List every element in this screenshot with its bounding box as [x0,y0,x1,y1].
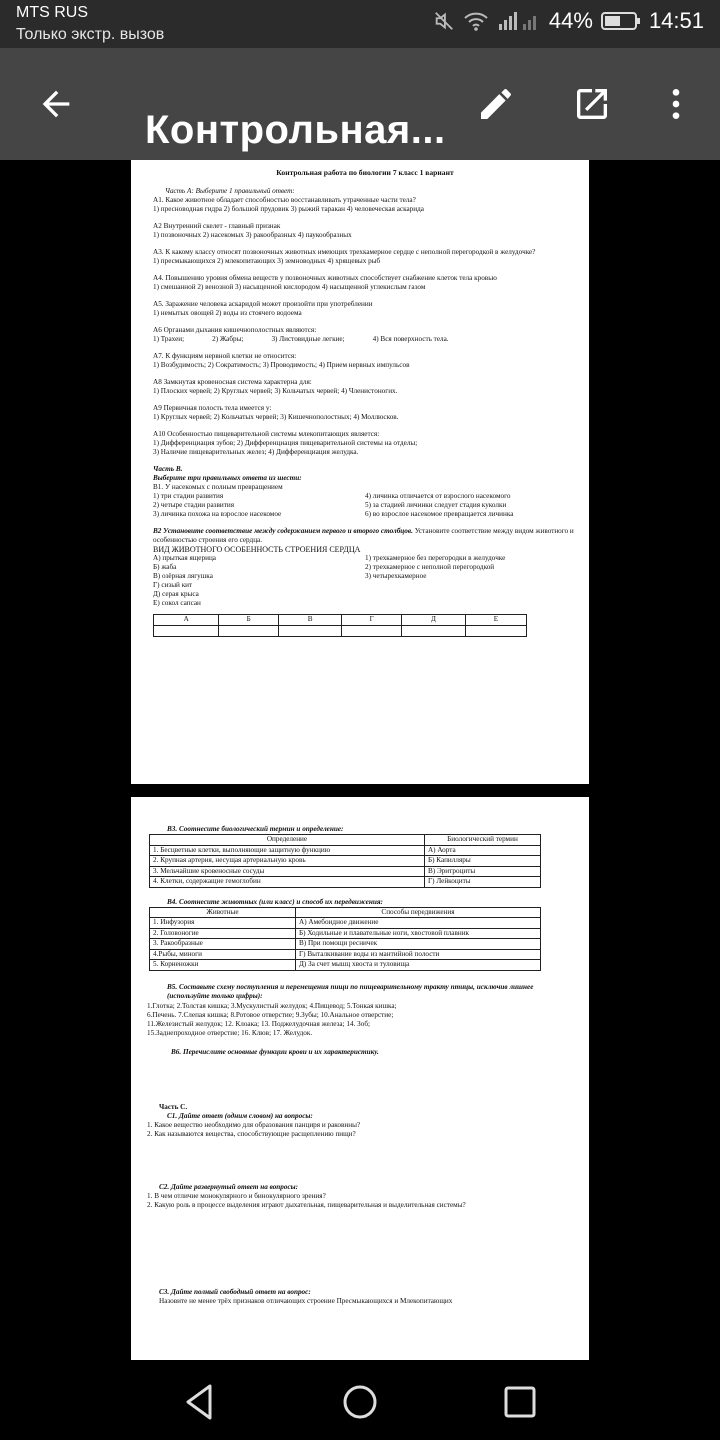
list-item: 2. Как называются вещества, способствующие расщеплению пищи? [147,1129,356,1138]
option: 2) четыре стадии развития [153,501,235,509]
option: Е) сокол сапсан [153,599,201,607]
wifi-icon [463,10,489,32]
c2-heading: С2. Дайте развернутый ответ на вопросы: [159,1182,299,1191]
b2-instruction: В2 Установите соответствие между содержанием первого и второго столбцов. [153,527,413,535]
document-page-1 [131,160,589,784]
option: 1) Трахеи; [153,335,185,343]
option: 3) личинка похожа на взрослое насекомое [153,510,282,518]
table-cell [465,626,526,637]
question-b1: В1. У насекомых с полным превращением [153,483,283,491]
option: Д) серая крыса [153,590,199,598]
option: Б) жаба [153,563,177,571]
answer-options: 1) Круглых червей; 2) Кольчатых червей; 3) Кишечнополостных; 4) Моллюсков. [153,413,399,421]
c1-heading: С1. Дайте ответ (одним словом) на вопросы: [167,1111,313,1120]
table-cell: 3. Мельчайшие кровеносные сосуды [150,866,425,877]
table-cell: А) Аорта [424,845,540,856]
option: А) прыткая ящерица [153,554,216,562]
question-text: А5. Заражение человека аскаридой может произойти при употреблении [153,300,373,308]
option: 6) во взрослое насекомое превращается личинка [365,510,514,518]
table-row [150,939,541,950]
list-item: 1. Какое вещество необходимо для образования панциря и раковины? [147,1120,361,1129]
table-cell: 2. Головоногие [150,928,296,939]
table-cell: 2. Крупная артерия, несущая артериальную кровь [150,856,425,867]
option: 4) личинка отличается от взрослого насекомого [365,492,511,500]
table-cell: 1. Бесцветные клетки, выполняющие защитную функцию [150,845,425,856]
table-cell: 5. Корненожки [150,960,296,971]
table-cell: 1. Инфузория [150,918,296,929]
carrier-name: MTS RUS [16,4,88,21]
table-cell: Д) За счет мышц хвоста и туловища [296,960,541,971]
option: 1) трехкамерное без перегородки в желудочке [365,554,506,562]
battery-percent: 44% [548,8,593,33]
option: 5) за стадией личинки следует стадия куколки [365,501,507,509]
document-page-2 [131,797,589,1360]
part-b-heading: Часть В. [153,465,183,473]
option: 1) три стадии развития [153,492,224,500]
b6-heading: В6. Перечислите основные функции крови и их характеристику. [171,1047,379,1056]
question-a2 [153,222,577,240]
answer-options: 1) Плоских червей; 2) Круглых червей; 3) Кольчатых червей; 4) Членистоногих. [153,387,398,395]
question-a3 [153,248,577,266]
table-cell: Г [342,615,402,626]
b2-options [153,554,577,608]
question-a1 [153,196,577,214]
status-bar [0,0,720,48]
answer-options: 1) позвоночных 2) насекомых 3) ракообразных 4) паукообразных [153,231,352,239]
question-a10 [153,430,577,457]
edit-button[interactable] [470,78,522,130]
table-cell: 3. Ракообразные [150,939,296,950]
list-item: 1. В чем отличие монокулярного и бинокулярного зрения? [147,1191,326,1200]
question-text: А3. К какому классу относят позвоночных животных имеющих трехкамерное сердце с неполной перегородкой в желудочке? [153,248,536,256]
list-item: Назовите не менее трёх признаков отличающих строение Пресмыкающихся и Млекопитающих [159,1296,453,1305]
question-text: А7. К функциям нервной клетки не относится: [153,352,297,360]
table-cell: 4.Рыбы, миноги [150,949,296,960]
option: 2) Жабры; [212,335,244,343]
table-cell: Б [219,615,279,626]
table-header: Способы передвижения [296,907,541,918]
answer-options: 1) немытых овощей 2) воды из стоячего водоема [153,309,302,317]
b3-table [149,834,541,888]
b4-table [149,907,541,971]
part-c-heading: Часть С. [159,1102,188,1111]
doc-title: Контрольная работа по биологии 7 класс 1 вариант [276,168,454,177]
question-text: А10 Особенностью пищеварительной системы млекопитающих является: [153,430,380,438]
table-cell: Д [402,615,466,626]
document-viewer[interactable] [0,160,720,1360]
table-cell [402,626,466,637]
nav-back-icon[interactable] [178,1380,222,1424]
table-header: Определение [150,835,425,846]
table-row [150,918,541,929]
answer-options: 1) Дифференциация зубов; 2) Дифференциация пищеварительной системы на отделы; [153,439,418,447]
option: 4) Вся поверхность тела. [372,335,449,343]
table-row [150,845,541,856]
open-external-button[interactable] [566,78,618,130]
list-item: 2. Какую роль в процессе выделения играют дыхательная, пищеварительная и выделительная системы? [147,1200,466,1209]
app-bar [0,48,720,160]
option: 2) трехкамерное с неполной перегородкой [365,563,495,571]
table-cell [154,626,219,637]
more-vert-icon [656,84,696,124]
question-text: А2 Внутренний скелет - главный признак [153,222,281,230]
table-cell: В) При помощи ресничек [296,939,541,950]
nav-recents-icon[interactable] [498,1380,542,1424]
b2-columns-header: ВИД ЖИВОТНОГО ОСОБЕННОСТЬ СТРОЕНИЯ СЕРДЦА [153,545,361,554]
table-header: Животные [150,907,296,918]
list-item: 11.Железистый желудок; 12. Клоака; 13. Поджелудочная железа; 14. Зоб; [147,1019,370,1028]
question-text: А1. Какое животное обладает способностью восстанавливать утраченные части тела? [153,196,416,204]
list-item: 1.Глотка; 2.Толстая кишка; 3.Мускулистый желудок; 4.Пищевод; 5.Тонкая кишка; [147,1001,397,1010]
status-icons [433,8,704,34]
table-cell: А) Амебоидное движение [296,918,541,929]
table-cell: Б) Ходильные и плавательные ноги, хвостовой плавник [296,928,541,939]
question-a5 [153,300,577,318]
table-cell: А [154,615,219,626]
question-text: А4. Повышению уровня обмена веществ у позвоночных животных способствует снабжение клеток тела кровью [153,274,497,282]
list-item: 15.Заднепроходное отверстие; 16. Клюв; 17. Желудок. [147,1028,313,1037]
table-cell: В) Эритроциты [424,866,540,877]
answer-table [153,614,527,637]
answer-options: 1) Возбудимость; 2) Сократимость; 3) Проводимость; 4) Прием нервных импульсов [153,361,410,369]
b3-heading: В3. Соотнесите биологический термин и определение: [167,825,344,833]
table-cell: В [279,615,342,626]
arrow-left-icon [36,84,76,124]
question-a9 [153,404,577,422]
question-a8 [153,378,577,396]
b1-instruction: Выберите три правильных ответа из шести: [153,474,302,482]
b1-options [153,492,577,519]
part-a-heading: Часть А: Выберите 1 правильный ответ: [165,187,295,195]
table-row [150,866,541,877]
answer-options: 1) пресмыкающихся 2) млекопитающих 3) земноводных 4) хрящевых рыб [153,257,381,265]
table-row [150,877,541,888]
option: 3) Листовидные легкие; [271,335,345,343]
table-header: Биологический термин [424,835,540,846]
question-a7 [153,352,577,370]
question-a6 [153,326,577,344]
option: Г) сизый кит [153,581,193,589]
answer-options: 1) пресноводная гидра 2) большой прудовик 3) рыжий таракан 4) человеческая аскарида [153,205,424,213]
battery-icon [601,11,641,31]
pencil-icon [476,84,516,124]
table-cell: 4. Клетки, содержащие гемоглобин [150,877,425,888]
table-cell [219,626,279,637]
table-cell [342,626,402,637]
b2-text: Установите соответствие между видом животного и особенностью строения его сердца. [153,527,574,544]
question-text: А6 Органами дыхания кишечнополостных являются: [153,326,317,334]
table-row [150,949,541,960]
signal-icon [497,10,541,32]
question-b2 [153,527,577,545]
more-options-button[interactable] [650,78,702,130]
answer-options: 1) смешанной 2) венозной 3) насыщенной кислородом 4) насыщенной углекислым газом [153,283,426,291]
c3-heading: С3. Дайте полный свободный ответ на вопрос: [159,1287,311,1296]
open-in-new-icon [572,84,612,124]
answer-options: 3) Наличие пищеварительных желез; 4) Дифференциация желудка. [153,448,359,456]
table-row [150,928,541,939]
table-cell: Г) Выталкивание воды из мантийной полости [296,949,541,960]
question-text: А8 Замкнутая кровеносная система характерна для: [153,378,312,386]
table-row [150,856,541,867]
navigation-bar [0,1360,720,1440]
clock: 14:51 [648,8,704,33]
answer-options [153,335,577,344]
table-cell [279,626,342,637]
b5-list [147,1002,575,1038]
table-cell: Е [465,615,526,626]
table-cell: Б) Капилляры [424,856,540,867]
sim-status: Только экстр. вызов [16,26,165,43]
table-row [150,960,541,971]
question-a4 [153,274,577,292]
table-cell: Г) Лейкоциты [424,877,540,888]
b5-heading: В5. Составьте схему поступления и перемещения пищи по пищеварительному тракту птицы, исключив лишнее (используйте только цифры): [167,982,534,1000]
back-button[interactable] [30,78,82,130]
mute-icon [433,10,455,32]
question-text: А9 Первичная полость тела имеется у: [153,404,272,412]
option: 3) четырехкамерное [365,572,427,580]
b4-heading: В4. Соотнесите животных (или класс) и способ их передвижения: [167,897,383,906]
nav-home-icon[interactable] [338,1380,382,1424]
option: В) озёрная лягушка [153,572,213,580]
page-title: Контрольная... [145,108,446,152]
list-item: 6.Печень. 7.Слепая кишка; 8.Ротовое отверстие; 9.Зубы; 10.Анальное отверстие; [147,1010,394,1019]
